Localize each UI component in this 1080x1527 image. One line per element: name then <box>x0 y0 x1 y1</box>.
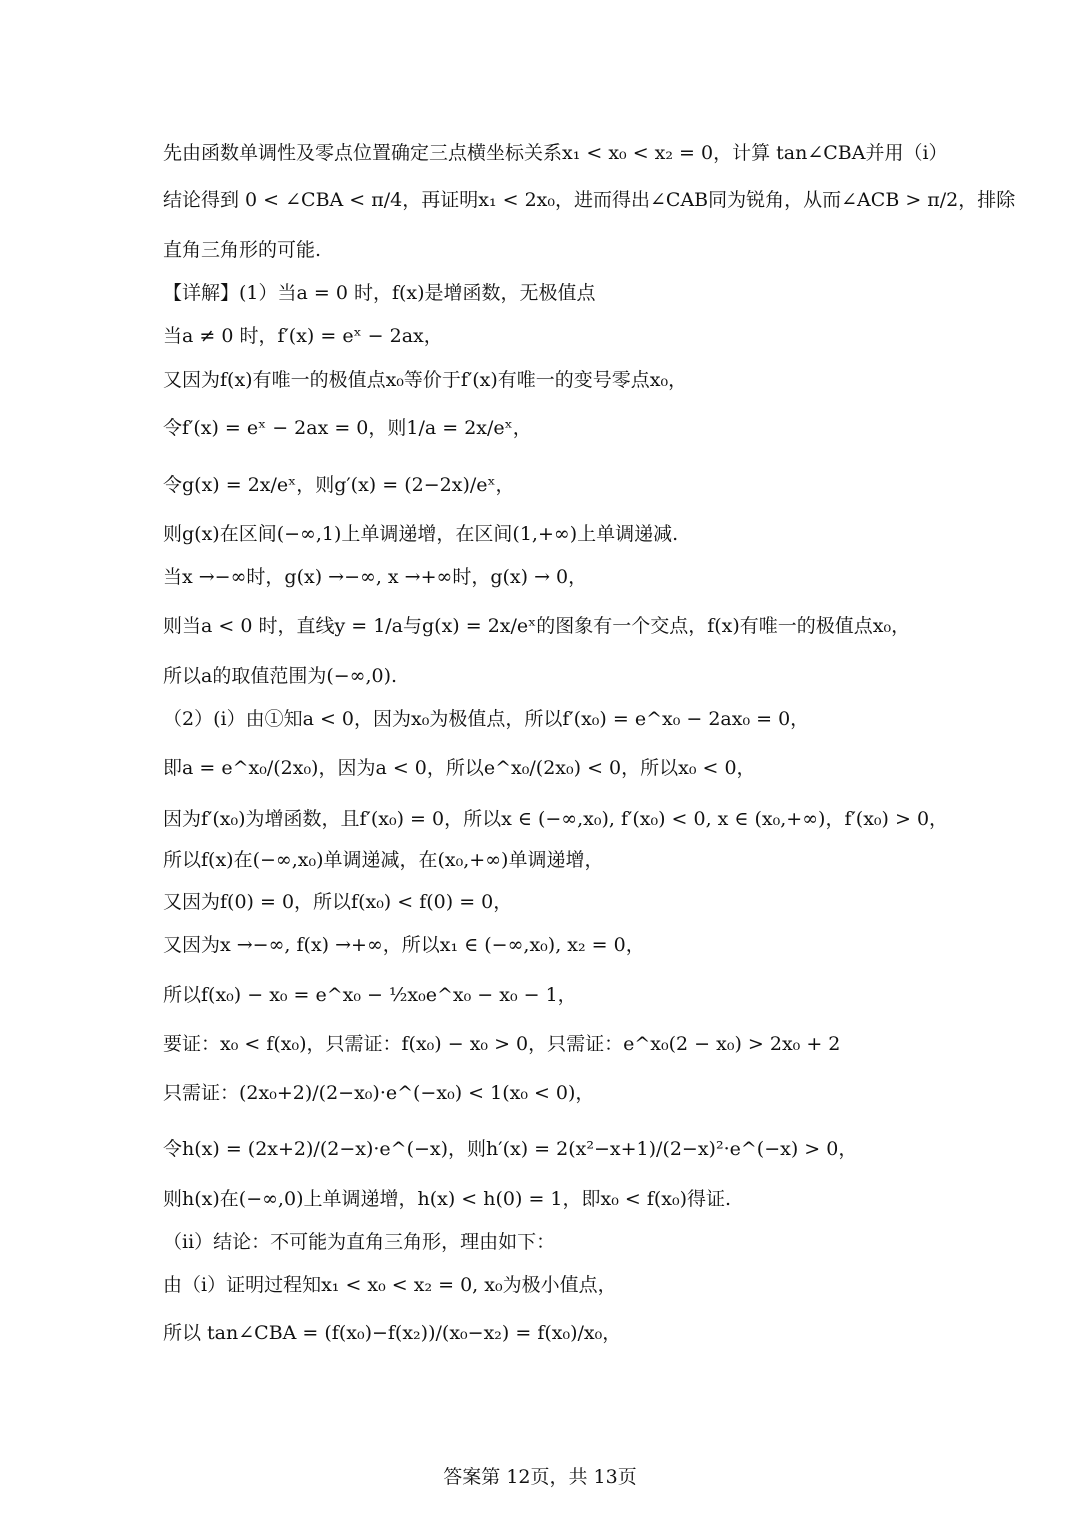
text-line: 即a = e^x₀/(2x₀)，因为a < 0，所以e^x₀/(2x₀) < 0，所以x₀ < 0， <box>163 757 756 779</box>
text-line: 当a ≠ 0 时，f′(x) = eˣ − 2ax， <box>163 325 443 347</box>
text-line: 又因为f(0) = 0，所以f(x₀) < f(0) = 0， <box>163 891 513 913</box>
text-line: 令f′(x) = eˣ − 2ax = 0，则1/a = 2x/eˣ， <box>163 417 532 439</box>
text-line: 要证：x₀ < f(x₀)，只需证：f(x₀) − x₀ > 0，只需证：e^x₀(2 − x₀) > 2x₀ + 2 <box>163 1033 841 1055</box>
text-line: 所以a的取值范围为(−∞,0). <box>163 665 398 687</box>
text-line: 又因为f(x)有唯一的极值点x₀等价于f′(x)有唯一的变号零点x₀， <box>163 369 688 391</box>
text-line: 则当a < 0 时，直线y = 1/a与g(x) = 2x/eˣ的图象有一个交点，f(x)有唯一的极值点x₀， <box>163 615 911 637</box>
text-line: 令h(x) = (2x+2)/(2−x)·e^(−x)，则h′(x) = 2(x²−x+1)/(2−x)²·e^(−x) > 0， <box>163 1138 858 1160</box>
page-footer: 答案第 12页，共 13页 <box>443 1466 637 1488</box>
text-line: 只需证：(2x₀+2)/(2−x₀)·e^(−x₀) < 1(x₀ < 0)， <box>163 1082 595 1104</box>
text-line: 令g(x) = 2x/eˣ，则g′(x) = (2−2x)/eˣ， <box>163 474 515 496</box>
text-line: 则g(x)在区间(−∞,1)上单调递增，在区间(1,+∞)上单调递减. <box>163 523 679 545</box>
text-line: 结论得到 0 < ∠CBA < π/4，再证明x₁ < 2x₀，进而得出∠CAB同为锐角，从而∠ACB > π/2，排除 <box>163 189 1016 211</box>
text-line: 【详解】(1）当a = 0 时，f(x)是增函数，无极值点 <box>163 282 596 304</box>
text-line: 当x →−∞时，g(x) →−∞, x →+∞时，g(x) → 0， <box>163 566 588 588</box>
text-line: 所以 tan∠CBA = (f(x₀)−f(x₂))/(x₀−x₂) = f(x₀)/x₀， <box>163 1322 622 1344</box>
text-line: 则h(x)在(−∞,0)上单调递增，h(x) < h(0) = 1，即x₀ < f(x₀)得证. <box>163 1188 732 1210</box>
text-line: （2）(i）由①知a < 0，因为x₀为极值点，所以f′(x₀) = e^x₀ − 2ax₀ = 0， <box>163 708 810 730</box>
text-line: 因为f′(x₀)为增函数，且f′(x₀) = 0，所以x ∈ (−∞,x₀), f′(x₀) < 0, x ∈ (x₀,+∞)，f′(x₀) > 0， <box>163 808 949 830</box>
text-line: 所以f(x)在(−∞,x₀)单调递减，在(x₀,+∞)单调递增， <box>163 849 604 871</box>
text-line: 直角三角形的可能. <box>163 239 322 261</box>
text-line: 先由函数单调性及零点位置确定三点横坐标关系x₁ < x₀ < x₂ = 0，计算 tan∠CBA并用（i） <box>163 142 948 164</box>
text-line: 由（i）证明过程知x₁ < x₀ < x₂ = 0, x₀为极小值点， <box>163 1274 617 1296</box>
text-line: （ii）结论：不可能为直角三角形，理由如下： <box>163 1231 556 1253</box>
text-line: 所以f(x₀) − x₀ = e^x₀ − ½x₀e^x₀ − x₀ − 1， <box>163 984 577 1006</box>
text-line: 又因为x →−∞, f(x) →+∞，所以x₁ ∈ (−∞,x₀), x₂ = 0， <box>163 934 645 956</box>
